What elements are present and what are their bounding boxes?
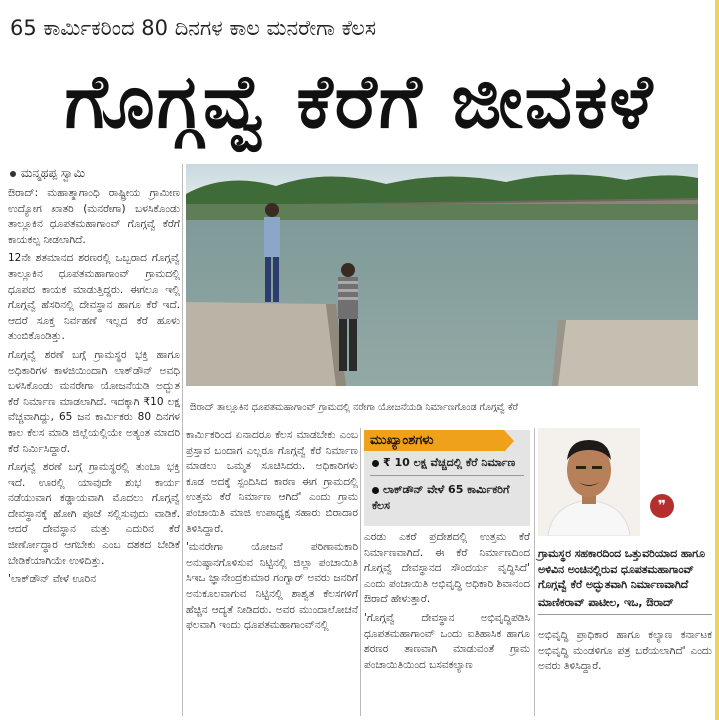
paragraph: 'ಮನರೇಗಾ ಯೋಜನೆ ಪರಿಣಾಮಕಾರಿ ಅನುಷ್ಠಾನಗೊಳಿಸುವ ನಿಟ್ಟಿನಲ್ಲಿ ಜಿಲ್ಲಾ ಪಂಚಾಯಿತಿ ಸಿಇಒ ಜ್ಞಾನೇಂದ್ರಕುಮಾರ ಗಂಗ್ವಾರ್ ಅವರು ಜನರಿಗೆ ಅನುಕೂಲವಾಗುವ ನಿಟ್ಟಿನಲ್ಲಿ ಶಾಶ್ವತ ಕೆಲಸಗಳಿಗೆ ಹೆಚ್ಚಿನ ಆದ್ಯತೆ ನೀಡಿದರು. ಅವರ ಮುಂದಾಲೋಚನೆ ಫಲವಾಗಿ ಇಂದು ಧೂಪತಮಹಾಗಾಂವ್‌ನಲ್ಲಿ	[186, 541, 358, 632]
article-column-1	[8, 186, 180, 716]
divider	[538, 614, 712, 615]
article-column-4	[538, 628, 712, 718]
page-edge-strip	[715, 0, 719, 720]
kicker: 65 ಕಾರ್ಮಿಕರಿಂದ 80 ದಿನಗಳ ಕಾಲ ಮನರೇಗಾ ಕೆಲಸ	[10, 16, 376, 40]
lake-photo-image	[186, 164, 698, 386]
paragraph: 12ನೇ ಶತಮಾನದ ಶರಣರಲ್ಲಿ ಒಬ್ಬರಾದ ಗೊಗ್ಗವ್ವೆ ತಾಲ್ಲೂಕಿನ ಧೂಪತಮಹಾಗಾಂವ್ ಗ್ರಾಮದಲ್ಲಿ ಧೂಪದ ಕಾಯಕ ಮಾಡುತ್ತಿದ್ದರು. ಈಗಲೂ ಇಲ್ಲಿ ಗೊಗ್ಗವ್ವೆ ಹೆಸರಿನಲ್ಲಿ ದೇವಸ್ಥಾನ ಹಾಗೂ ಕೆರೆ ಇದೆ. ಆದರೆ ಸೂಕ್ತ ನಿರ್ವಹಣೆ ಇಲ್ಲದ ಕೆರೆ ಹೂಳು ತುಂಬಿಕೊಂಡಿತ್ತು.	[8, 252, 180, 343]
bullet-icon	[372, 460, 379, 467]
quote-icon: ❞	[650, 494, 674, 518]
pull-quote	[538, 546, 712, 619]
paragraph: 'ಗೊಗ್ಗವ್ವೆ ದೇವಸ್ಥಾನ ಅಭಿವೃದ್ಧಿಪಡಿಸಿ ಧೂಪತಮಹಾಗಾಂವ್ ಒಂದು ಐತಿಹಾಸಿಕ ಹಾಗೂ ಶರಣರ ತಾಣವಾಗಿ ಮಾಡುವಂತೆ ಗ್ರಾಮ ಪಂಚಾಯಿತಿಯಿಂದ ಬಸವಕಲ್ಯಾಣ	[364, 611, 530, 671]
paragraph: ಗೊಗ್ಗವ್ವೆ ಶರಣೆ ಬಗ್ಗೆ ಗ್ರಾಮಸ್ಥರ ಭಕ್ತಿ ಹಾಗೂ ಅಧಿಕಾರಿಗಳ ಕಾಳಜಿಯಿಂದಾಗಿ ಲಾಕ್‌ಡೌನ್ ಅವಧಿ ಬಳಸಿಕೊಂಡು ಮನರೇಗಾ ಯೋಜನೆಯಡಿ ಅದ್ಭುತ ಕೆರೆ ನಿರ್ಮಾಣ ಮಾಡಲಾಗಿದೆ. ಇದಕ್ಕಾಗಿ ₹10 ಲಕ್ಷ ವೆಚ್ಚವಾಗಿದ್ದು, 65 ಜನ ಕಾರ್ಮಿಕರು 80 ದಿನಗಳ ಕಾಲ ಕೆಲಸ ಮಾಡಿ ಜಿಲ್ಲೆಯಲ್ಲಿಯೇ ಅತ್ಯಂತ ಮಾದರಿ ಕೆರೆ ನಿರ್ಮಿಸಿದ್ದಾರೆ.	[8, 348, 180, 455]
bullet-icon	[10, 171, 16, 177]
highlights-box	[364, 430, 530, 526]
column-divider	[534, 428, 535, 716]
official-portrait	[538, 428, 640, 536]
paragraph: ಎರಡು ಎಕರೆ ಪ್ರದೇಶದಲ್ಲಿ ಉತ್ತಮ ಕೆರೆ ನಿರ್ಮಾಣವಾಗಿದೆ. ಈ ಕೆರೆ ನಿರ್ಮಾಣದಿಂದ ಗೊಗ್ಗವ್ವೆ ದೇವಸ್ಥಾನದ ಸೌಂದರ್ಯ ವೃದ್ಧಿಸಿದೆ' ಎಂದು ಪಂಚಾಯಿತಿ ಅಭಿವೃದ್ಧಿ ಅಧಿಕಾರಿ ಶಿವಾನಂದ ಔರಾದೆ ಹೇಳುತ್ತಾರೆ.	[364, 531, 530, 606]
highlights-title: ಮುಖ್ಯಾಂಶಗಳು	[364, 430, 504, 451]
highlight-item: ಲಾಕ್‌ಡೌನ್ ವೇಳೆ 65 ಕಾರ್ಮಿಕರಿಗೆ ಕೆಲಸ	[372, 483, 510, 512]
pull-quote-text: ಗ್ರಾಮಸ್ಥರ ಸಹಕಾರದಿಂದ ಒತ್ತುವರಿಯಾದ ಹಾಗೂ ಅಳಿವಿನ ಅಂಚಿನಲ್ಲಿರುವ ಧೂಪತಮಹಾಗಾಂವ್ ಗೊಗ್ಗವ್ವೆ ಕೆರೆ ಅದ್ಭುತವಾಗಿ ನಿರ್ಮಾಣವಾಗಿದೆ	[538, 547, 705, 592]
paragraph: ಕಾರ್ಮಿಕರಿಂದ ಏನಾದರೂ ಕೆಲಸ ಮಾಡಬೇಕು ಎಂಬ ಪ್ರಸ್ತಾವ ಬಂದಾಗ ಎಲ್ಲರೂ ಗೊಗ್ಗವ್ವೆ ಕೆರೆ ನಿರ್ಮಾಣ ಮಾಡಲು ಒಮ್ಮತ ಸೂಚಿಸಿದರು. ಅಧಿಕಾರಿಗಳು ಕೂಡ ಅದಕ್ಕೆ ಸ್ಪಂದಿಸಿದ ಕಾರಣ ಈಗ ಗ್ರಾಮದಲ್ಲಿ ಉತ್ತಮ ಕೆರೆ ನಿರ್ಮಾಣ ಆಗಿದೆ' ಎಂದು ಗ್ರಾಮ ಪಂಚಾಯಿತಿ ಮಾಜಿ ಉಪಾಧ್ಯಕ್ಷ ಸಹಾರು ಬಿರಾದಾರ ತಿಳಿಸಿದ್ದಾರೆ.	[186, 429, 358, 535]
bullet-icon	[372, 487, 379, 494]
lake-photo	[186, 164, 698, 386]
paragraph: 'ಲಾಕ್‌ಡೌನ್ ವೇಳೆ ಊರಿನ	[8, 573, 97, 586]
column-divider	[182, 164, 183, 716]
paragraph: ಔರಾದ್: ಮಹಾತ್ಮಾಗಾಂಧಿ ರಾಷ್ಟ್ರೀಯ ಗ್ರಾಮೀಣ ಉದ್ಯೋಗ ಖಾತರಿ (ಮನರೇಗಾ) ಬಳಸಿಕೊಂಡು ತಾಲ್ಲೂಕಿನ ಧೂಪತಮಹಾಗಾಂವ್ ಗೊಗ್ಗವ್ವೆ ಕೆರೆಗೆ ಕಾಯಕಲ್ಪ ನೀಡಲಾಗಿದೆ.	[8, 187, 180, 246]
byline-author: ಮನ್ಮಥಪ್ಪ ಸ್ವಾಮಿ	[21, 166, 86, 180]
headline: ಗೊಗ್ಗವ್ವೆ ಕೆರೆಗೆ ಜೀವಕಳೆ	[64, 59, 655, 145]
highlight-item: ₹ 10 ಲಕ್ಷ ವೆಚ್ಚದಲ್ಲಿ ಕೆರೆ ನಿರ್ಮಾಣ	[364, 451, 530, 473]
portrait-image	[538, 428, 640, 536]
paragraph: ಗೊಗ್ಗವ್ವೆ ಶರಣೆ ಬಗ್ಗೆ ಗ್ರಾಮಸ್ಥರಲ್ಲಿ ತುಂಬಾ ಭಕ್ತಿ ಇದೆ. ಊರಲ್ಲಿ ಯಾವುದೇ ಶುಭ ಕಾರ್ಯ ನಡೆಯುವಾಗ ಕಡ್ಡಾಯವಾಗಿ ಮೊದಲು ಗೊಗ್ಗವ್ವೆ ದೇವಸ್ಥಾನಕ್ಕೆ ಹೋಗಿ ಪೂಜೆ ಸಲ್ಲಿಸುವುದು ವಾಡಿಕೆ. ಆದರೆ ದೇವಸ್ಥಾನ ಮತ್ತು ಎದುರಿನ ಕೆರೆ ಜೀರ್ಣೋದ್ಧಾರ ಆಗಬೇಕು ಎಂಬ ದಶಕದ ಬೇಡಿಕೆ ಬೇಡಿಕೆಯಾಗಿಯೇ ಉಳಿದಿತ್ತು.	[8, 461, 180, 567]
byline	[10, 166, 85, 181]
divider	[370, 475, 524, 476]
paragraph: ಅಭಿವೃದ್ಧಿ ಪ್ರಾಧಿಕಾರ ಹಾಗೂ ಕಲ್ಯಾಣ ಕರ್ನಾಟಕ ಅಭಿವೃದ್ಧಿ ಮಂಡಳಿಗೂ ಪತ್ರ ಬರೆಯಲಾಗಿದೆ' ಎಂದು ಅವರು ತಿಳಿಸಿದ್ದಾರೆ.	[538, 629, 712, 673]
article-column-2	[186, 428, 358, 718]
article-column-3	[364, 530, 530, 718]
pull-quote-attribution: ಮಾಣಿಕರಾವ್ ಪಾಟೀಲ, ಇಒ, ಔರಾದ್	[538, 595, 674, 609]
column-divider	[360, 428, 361, 716]
photo-caption: ಔರಾದ್ ತಾಲ್ಲೂಕಿನ ಧೂಪತಮಹಾಗಾಂವ್ ಗ್ರಾಮದಲ್ಲಿ ನರೇಗಾ ಯೋಜನೆಯಡಿ ನಿರ್ಮಾಣಗೊಂಡ ಗೊಗ್ಗವ್ವೆ ಕೆರೆ	[190, 402, 519, 413]
